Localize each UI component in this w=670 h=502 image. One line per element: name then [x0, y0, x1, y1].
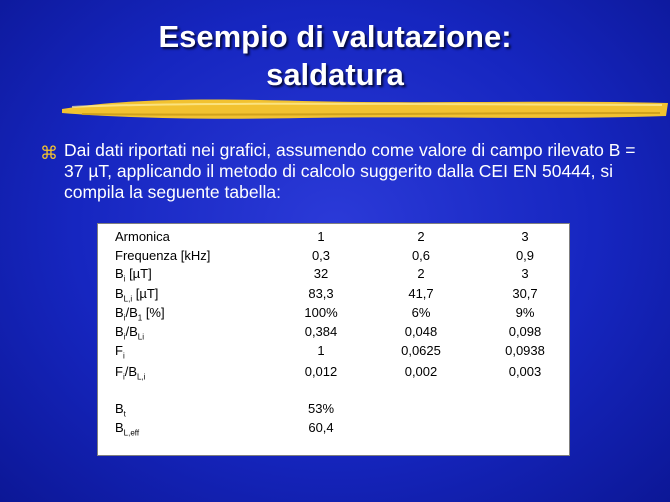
- summary-label: $B_{L,eff}$: [115, 420, 140, 438]
- cell-value: 0,9: [515, 248, 535, 263]
- cell-value: 2: [417, 266, 425, 281]
- cell-value: 0,012: [304, 364, 338, 379]
- cell-value: 100%: [304, 305, 338, 320]
- results-table: [97, 223, 570, 456]
- summary-value: 60,4: [308, 420, 334, 435]
- row-label: $B_i$ [µT]: [115, 266, 152, 284]
- z-bullet-icon: ⌘: [40, 143, 58, 163]
- bullet-text: Dai dati riportati nei grafici, assumendo come valore di campo rilevato B = 37 µT, applicando il metodo di calcolo suggerito dalla CEI EN 50444, si compila la seguente tabella:: [64, 140, 636, 202]
- row-label: $B_i/B_1$ [%]: [115, 305, 165, 323]
- row-label: Frequenza [kHz]: [115, 248, 211, 263]
- table-row: [98, 229, 569, 247]
- row-label: $F_i$: [115, 343, 125, 361]
- title-line-1: Esempio di valutazione:: [158, 19, 512, 54]
- summary-label: $B_t$: [115, 401, 126, 419]
- cell-value: 9%: [515, 305, 535, 320]
- cell-value: 83,3: [308, 286, 334, 301]
- cell-value: 3: [521, 229, 529, 244]
- summary-value: 53%: [307, 401, 335, 416]
- cell-value: 3: [521, 266, 529, 281]
- cell-value: 2: [417, 229, 425, 244]
- table-row: [98, 248, 569, 266]
- table-row: [98, 305, 569, 323]
- cell-value: 41,7: [408, 286, 434, 301]
- cell-value: 0,0625: [401, 343, 441, 358]
- cell-value: 0,6: [411, 248, 431, 263]
- cell-value: 1: [317, 229, 325, 244]
- cell-value: 0,003: [508, 364, 542, 379]
- row-label: $B_{L,i}$ [µT]: [115, 286, 159, 304]
- cell-value: 0,002: [404, 364, 438, 379]
- cell-value: 0,098: [508, 324, 542, 339]
- table-row: [98, 324, 569, 342]
- table-row: [98, 286, 569, 304]
- cell-value: 0,384: [304, 324, 338, 339]
- cell-value: 0,0938: [505, 343, 545, 358]
- row-label: $F_i/B_{L,i}$: [115, 364, 146, 382]
- summary-row: [98, 401, 569, 419]
- cell-value: 6%: [411, 305, 431, 320]
- summary-row: [98, 420, 569, 438]
- cell-value: 0,048: [404, 324, 438, 339]
- cell-value: 0,3: [311, 248, 331, 263]
- title-line-2: saldatura: [266, 57, 404, 92]
- row-label: $B_i/B_{Li}$: [115, 324, 144, 342]
- table-row: [98, 364, 569, 382]
- cell-value: 32: [313, 266, 329, 281]
- row-label: Armonica: [115, 229, 170, 244]
- table-row: [98, 266, 569, 284]
- slide-title: [0, 18, 670, 94]
- table-row: [98, 343, 569, 361]
- cell-value: 1: [317, 343, 325, 358]
- brush-stroke-divider: [62, 96, 668, 122]
- cell-value: 30,7: [512, 286, 538, 301]
